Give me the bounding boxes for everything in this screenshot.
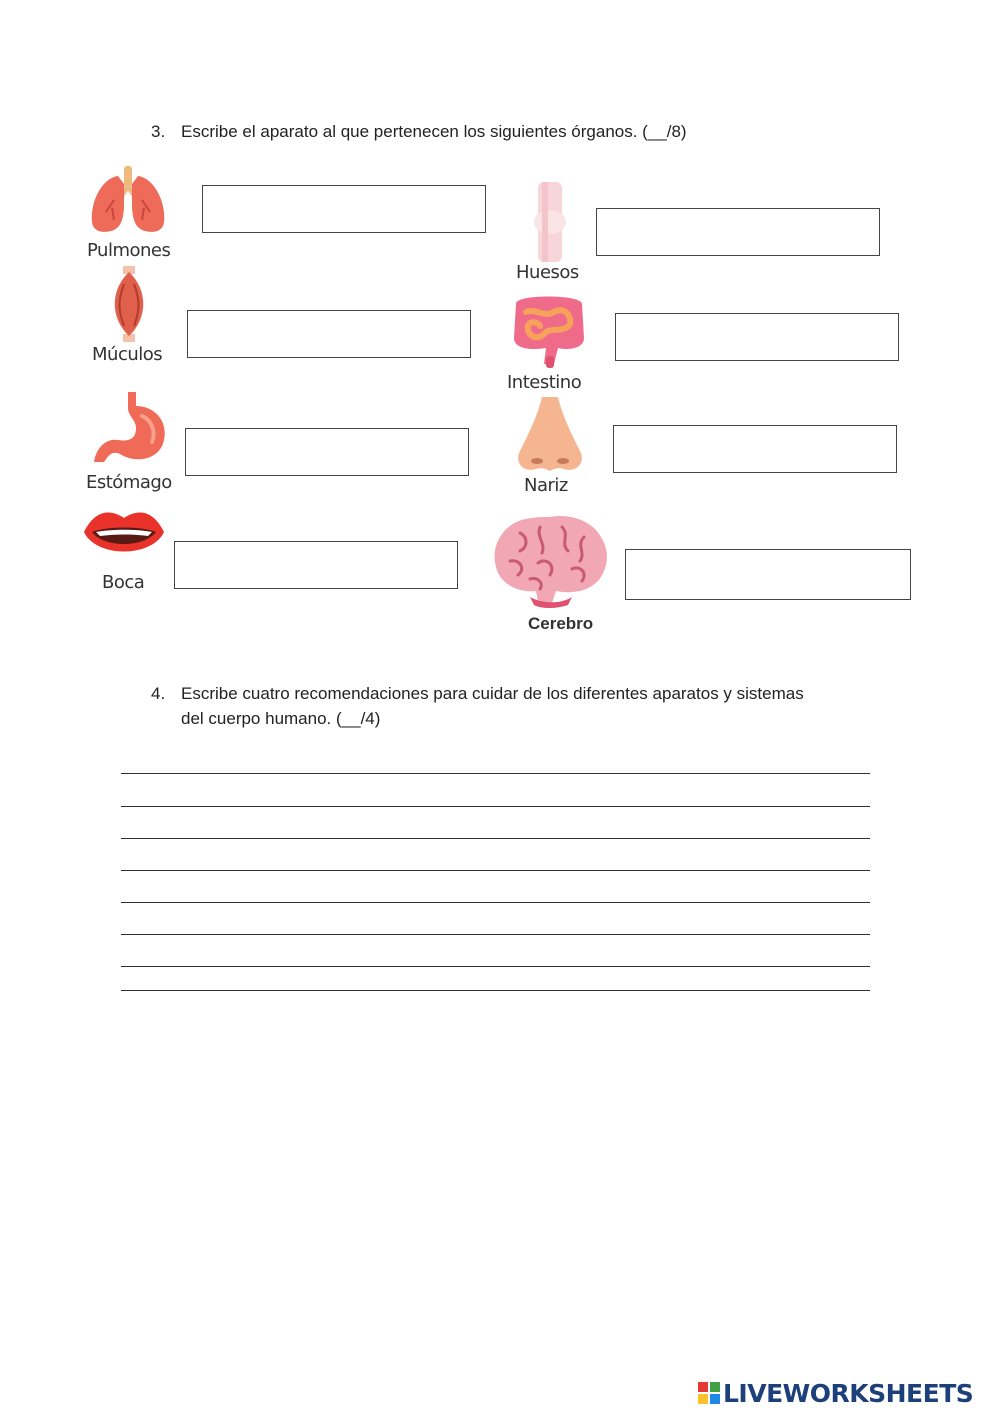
answer-box-cerebro[interactable] — [625, 549, 911, 600]
liveworksheets-brand: LIVEWORKSHEETS — [723, 1378, 974, 1408]
question-3-text: Escribe el aparato al que pertenecen los siguientes órganos. (__/8) — [181, 122, 687, 141]
lungs-icon — [84, 164, 179, 236]
answer-line[interactable] — [121, 806, 870, 807]
answer-line[interactable] — [121, 870, 870, 871]
brain-icon — [490, 513, 612, 609]
organ-label: Intestino — [507, 372, 582, 393]
organ-huesos — [512, 182, 592, 286]
question-3 — [151, 119, 911, 144]
organ-label: Cerebro — [528, 614, 594, 633]
organ-boca — [82, 504, 172, 600]
question-4-text-line1: Escribe cuatro recomendaciones para cuidar de los diferentes aparatos y sistemas — [181, 684, 804, 703]
organ-musculos — [88, 266, 178, 368]
organ-label: Nariz — [524, 475, 568, 496]
organ-intestino — [504, 290, 599, 396]
answer-line[interactable] — [121, 934, 870, 935]
question-4-number: 4. — [151, 684, 166, 703]
answer-box-intestino[interactable] — [615, 313, 899, 361]
organ-pulmones — [84, 164, 179, 264]
mouth-icon — [82, 504, 166, 566]
answer-box-pulmones[interactable] — [202, 185, 486, 233]
organ-label: Boca — [102, 572, 145, 593]
intestine-icon — [504, 290, 594, 370]
organ-label: Huesos — [516, 262, 579, 283]
organ-label: Múculos — [92, 344, 163, 365]
stomach-icon — [84, 390, 174, 470]
liveworksheets-logo — [698, 1378, 973, 1408]
organ-label: Estómago — [86, 472, 172, 493]
answer-box-nariz[interactable] — [613, 425, 897, 473]
answer-box-estomago[interactable] — [185, 428, 469, 476]
answer-line[interactable] — [121, 966, 870, 967]
answer-box-musculos[interactable] — [187, 310, 471, 358]
answer-box-huesos[interactable] — [596, 208, 880, 256]
bone-icon — [512, 182, 592, 262]
answer-line[interactable] — [121, 773, 870, 774]
question-4 — [151, 681, 911, 733]
liveworksheets-logo-icon — [698, 1382, 720, 1404]
question-3-number: 3. — [151, 122, 166, 141]
answer-line[interactable] — [121, 902, 870, 903]
answer-box-boca[interactable] — [174, 541, 458, 589]
organ-estomago — [84, 390, 179, 496]
answer-line[interactable] — [121, 838, 870, 839]
organ-label: Pulmones — [87, 240, 171, 261]
muscle-icon — [88, 266, 178, 342]
nose-icon — [510, 395, 590, 475]
organ-cerebro — [490, 513, 615, 638]
organ-nariz — [510, 395, 590, 499]
answer-line[interactable] — [121, 990, 870, 991]
question-4-text-line2: del cuerpo humano. (__/4) — [181, 709, 381, 728]
